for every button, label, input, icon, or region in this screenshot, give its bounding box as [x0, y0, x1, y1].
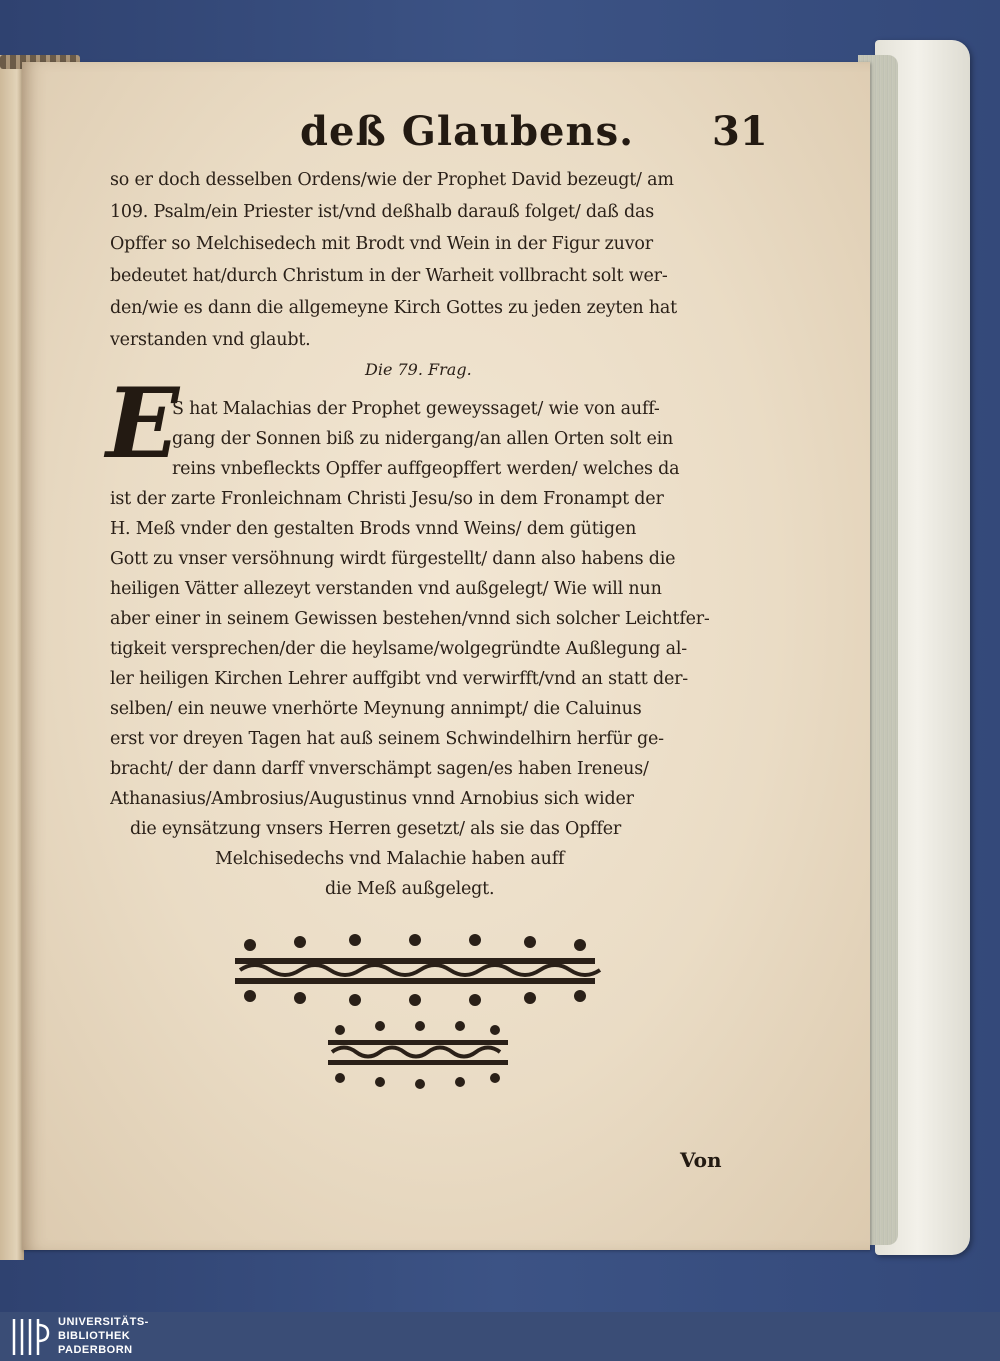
- text-line: Gott zu vnser versöhnung wirdt fürgestellt/ dann also habens die: [110, 549, 676, 569]
- catchword: Von: [680, 1148, 722, 1172]
- text-line: H. Meß vnder den gestalten Brods vnnd Weins/ dem gütigen: [110, 519, 637, 539]
- question-heading: Die 79. Frag.: [365, 360, 472, 379]
- running-header: deß Glaubens.: [300, 108, 635, 155]
- left-page-edge: [0, 55, 24, 1260]
- text-line: die eynsätzung vnsers Herren gesetzt/ als sie das Opffer: [130, 819, 622, 839]
- text-line: Athanasius/Ambrosius/Augustinus vnnd Arnobius sich wider: [110, 789, 634, 809]
- text-line: verstanden vnd glaubt.: [110, 330, 311, 350]
- text-line: die Meß außgelegt.: [325, 879, 495, 899]
- library-logo-line-2: BIBLIOTHEK: [58, 1330, 131, 1342]
- ornament-row-bottom: [328, 1021, 508, 1089]
- text-line: heiligen Vätter allezeyt verstanden vnd außgelegt/ Wie will nun: [110, 579, 662, 599]
- text-line: Melchisedechs vnd Malachie haben auff: [215, 849, 565, 869]
- library-logo-line-3: PADERBORN: [58, 1344, 133, 1356]
- text-line: Opffer so Melchisedech mit Brodt vnd Wein in der Figur zuvor: [110, 234, 653, 254]
- text-line: bedeutet hat/durch Christum in der Warheit vollbracht solt wer-: [110, 266, 668, 286]
- text-line: den/wie es dann die allgemeyne Kirch Gottes zu jeden zeyten hat: [110, 298, 677, 318]
- text-line: tigkeit versprechen/der die heylsame/wolgegründte Außlegung al-: [110, 639, 688, 659]
- drop-initial: E: [106, 367, 180, 480]
- ornament-row-top: [235, 934, 600, 1006]
- text-line: ist der zarte Fronleichnam Christi Jesu/so in dem Fronampt der: [110, 489, 664, 509]
- text-line: aber einer in seinem Gewissen bestehen/vnnd sich solcher Leichtfer-: [110, 609, 710, 629]
- library-logo-line-1: UNIVERSITÄTS-: [58, 1316, 149, 1328]
- library-logo-icon: [8, 1315, 52, 1359]
- text-line: bracht/ der dann darff vnverschämpt sagen/es haben Ireneus/: [110, 759, 649, 779]
- text-line: selben/ ein neuwe vnerhörte Meynung annimpt/ die Caluinus: [110, 699, 642, 719]
- text-line: erst vor dreyen Tagen hat auß seinem Schwindelhirn herfür ge-: [110, 729, 664, 749]
- text-line: 109. Psalm/ein Priester ist/vnd deßhalb darauß folget/ daß das: [110, 202, 654, 222]
- text-line: so er doch desselben Ordens/wie der Prophet David bezeugt/ am: [110, 170, 674, 190]
- text-line: S hat Malachias der Prophet geweyssaget/ wie von auff-: [172, 399, 660, 419]
- text-line: reins vnbefleckts Opffer auffgeopffert werden/ welches da: [172, 459, 680, 479]
- text-line: ler heiligen Kirchen Lehrer auffgibt vnd verwirfft/vnd an statt der-: [110, 669, 688, 689]
- text-line: gang der Sonnen biß zu nidergang/an allen Orten solt ein: [172, 429, 674, 449]
- page-number: 31: [712, 108, 768, 155]
- printers-ornament: [230, 930, 610, 1100]
